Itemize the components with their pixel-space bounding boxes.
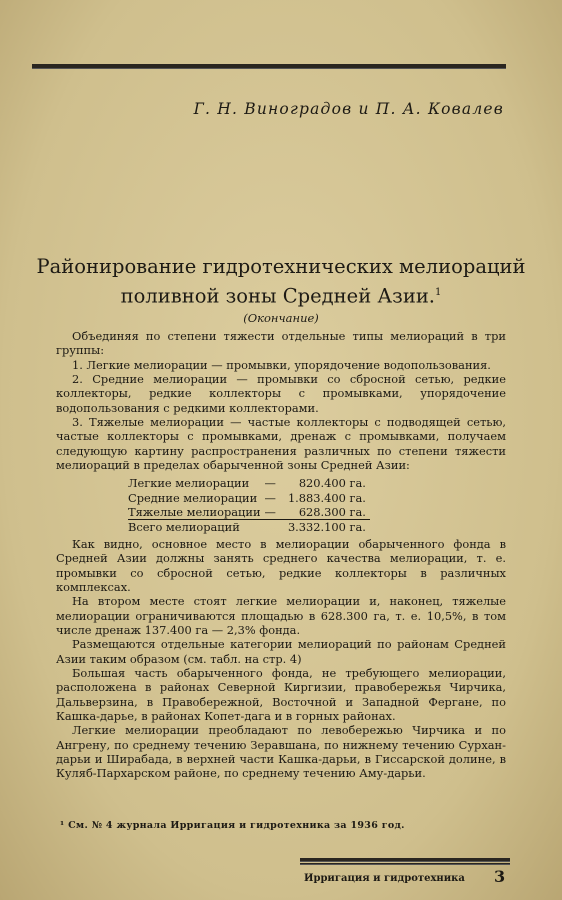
total-spacer (265, 520, 280, 535)
row-label: Средние мелиорации (128, 490, 258, 505)
subtitle: (Окончание) (243, 311, 319, 325)
paragraph: Как видно, основное место в мелиорации обарыченного фонда в Средней Азии должны занять среднего качества мелиорации, т. е. промывки со сбросной сетью, редкие коллекторы в различных комплексах. (56, 536, 506, 594)
row-label: Легкие мелиорации (128, 476, 250, 491)
row-label: Тяжелые мелиорации (128, 505, 261, 520)
footnote: ¹ См. № 4 журнала Ирригация и гидротехника за 1936 год. (60, 820, 405, 831)
table-row (128, 491, 370, 505)
row-value: 1.883.400 га. (287, 490, 366, 505)
article-title (20, 254, 542, 310)
footer-rule-thin (300, 863, 510, 865)
row-dash: — (264, 505, 276, 520)
paragraph: 1. Легкие мелиорации — промывки, упорядочение водопользования. (72, 357, 491, 372)
paragraph: Большая часть обарыченного фонда, не требующего мелиорации, расположена в районах Северной Киргизии, правобережья Чирчика, Дальверзина, в Правобережной, Восточной и Западной Фергане, по Кашка-дарье, в районах Копет-дага и в горных районах. (56, 665, 506, 723)
row-dash: — (264, 476, 276, 491)
paragraph: На втором месте стоят легкие мелиорации и, наконец, тяжелые мелиорации ограничиваются площадью в 628.300 га, т. е. 10,5%, в том числе дренаж 137.400 га — 2,3% фонда. (56, 594, 506, 637)
table-total-row (128, 520, 370, 535)
title-footnote-mark: 1 (435, 287, 442, 298)
table-row (128, 505, 370, 520)
top-rule (32, 64, 506, 69)
paragraph: 3. Тяжелые мелиорации — частые коллекторы с подводящей сетью, частые коллекторы с промывками, дренаж с промывками, получаем следующую картину распространения различных по степени тяжести мелиораций в пределах обарыченной зоны Средней Азии: (56, 415, 506, 473)
summary-table (128, 476, 370, 534)
table-row (128, 476, 370, 490)
total-value: 3.332.100 га. (280, 520, 370, 535)
paragraph: Легкие мелиорации преобладают по левобережью Чирчика и по Ангрену, по среднему течению Зеравшана, по нижнему течению Сурхан-дарьи и Ширабада, в верхней части Кашка-дарьи, в Гиссарской долине, в Куляб-Пархарском районе, по среднему течению Аму-дарьи. (56, 723, 506, 781)
article-body (56, 329, 506, 781)
row-value: 820.400 га. (298, 476, 366, 491)
page-number: 3 (494, 867, 506, 886)
article-title-text: Районирование гидротехнических мелиораций поливной зоны Средней Азии. (36, 255, 526, 308)
row-dash: — (264, 490, 276, 505)
authors: Г. Н. Виноградов и П. А. Ковалев (193, 100, 504, 118)
paragraph: Объединяя по степени тяжести отдельные типы мелиораций в три группы: (56, 329, 506, 358)
footer-rule (300, 858, 510, 862)
row-value: 628.300 га. (298, 505, 366, 520)
paragraph: Размещаются отдельные категории мелиораций по районам Средней Азии таким образом (см. табл. на стр. 4) (56, 637, 506, 666)
paragraph: 2. Средние мелиорации — промывки со сбросной сетью, редкие коллекторы, редкие коллекторы с промывками, упорядочение водопользования с редкими коллекторами. (56, 372, 506, 415)
total-label: Всего мелиораций (128, 520, 265, 535)
running-footer: Ирригация и гидротехника (304, 873, 465, 884)
